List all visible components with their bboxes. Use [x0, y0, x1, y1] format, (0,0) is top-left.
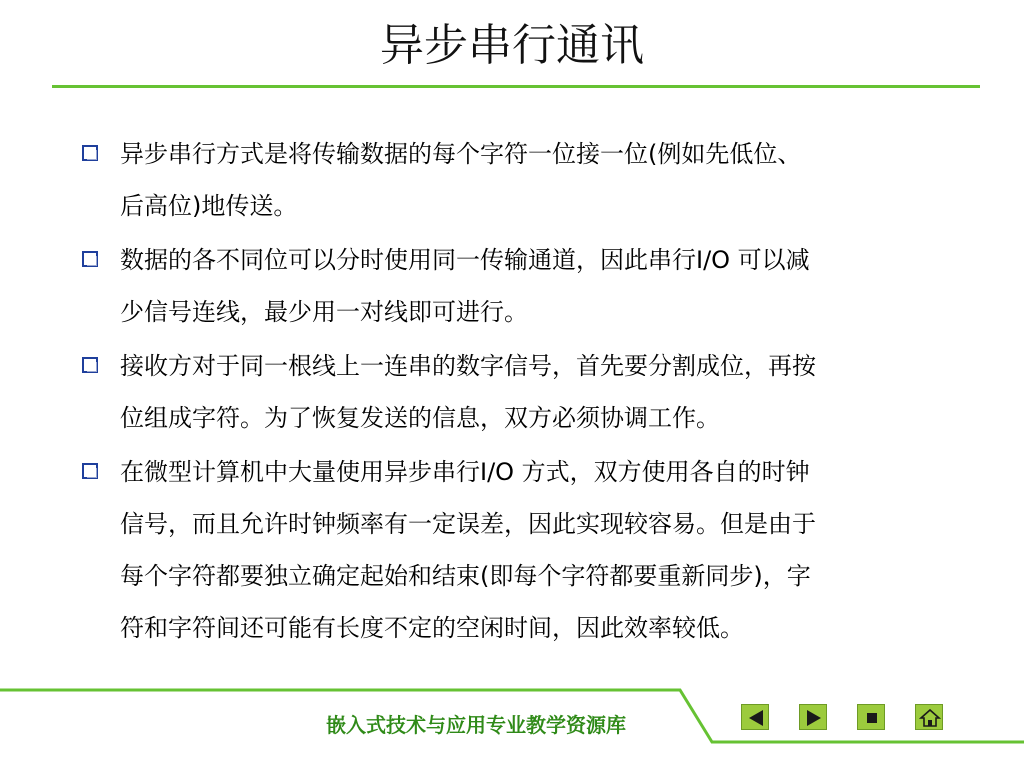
home-icon — [916, 705, 944, 731]
prev-icon — [742, 705, 770, 731]
bullet-line: 少信号连线，最少用一对线即可进行。 — [120, 298, 528, 326]
bullet-line: 符和字符间还可能有长度不定的空闲时间，因此效率较低。 — [120, 614, 744, 642]
home-button[interactable] — [915, 704, 943, 730]
bullet-item — [80, 234, 950, 338]
stop-button[interactable] — [857, 704, 885, 730]
checkbox-bullet-icon — [82, 357, 98, 373]
bullet-line: 异步串行方式是将传输数据的每个字符一位接一位(例如先低位、 — [120, 140, 802, 168]
bullet-line: 在微型计算机中大量使用异步串行I/O 方式，双方使用各自的时钟 — [120, 458, 810, 486]
prev-button[interactable] — [741, 704, 769, 730]
next-button[interactable] — [799, 704, 827, 730]
checkbox-bullet-icon — [82, 145, 98, 161]
checkbox-bullet-icon — [82, 251, 98, 267]
title-divider — [52, 85, 980, 88]
slide-title: 异步串行通讯 — [380, 20, 644, 71]
footer-title: 嵌入式技术与应用专业教学资源库 — [326, 713, 626, 737]
bullet-line: 每个字符都要独立确定起始和结束(即每个字符都要重新同步)，字 — [120, 562, 811, 590]
next-icon — [800, 705, 828, 731]
bullet-list — [80, 128, 950, 656]
bullet-line: 后高位)地传送。 — [120, 192, 298, 220]
bullet-item — [80, 340, 950, 444]
bullet-line: 信号，而且允许时钟频率有一定误差，因此实现较容易。但是由于 — [120, 510, 816, 538]
checkbox-bullet-icon — [82, 463, 98, 479]
bullet-line: 位组成字符。为了恢复发送的信息，双方必须协调工作。 — [120, 404, 720, 432]
bullet-line: 接收方对于同一根线上一连串的数字信号，首先要分割成位，再按 — [120, 352, 816, 380]
bullet-item — [80, 446, 950, 654]
stop-icon — [858, 705, 886, 731]
bullet-item — [80, 128, 950, 232]
bullet-line: 数据的各不同位可以分时使用同一传输通道，因此串行I/O 可以减 — [120, 246, 810, 274]
